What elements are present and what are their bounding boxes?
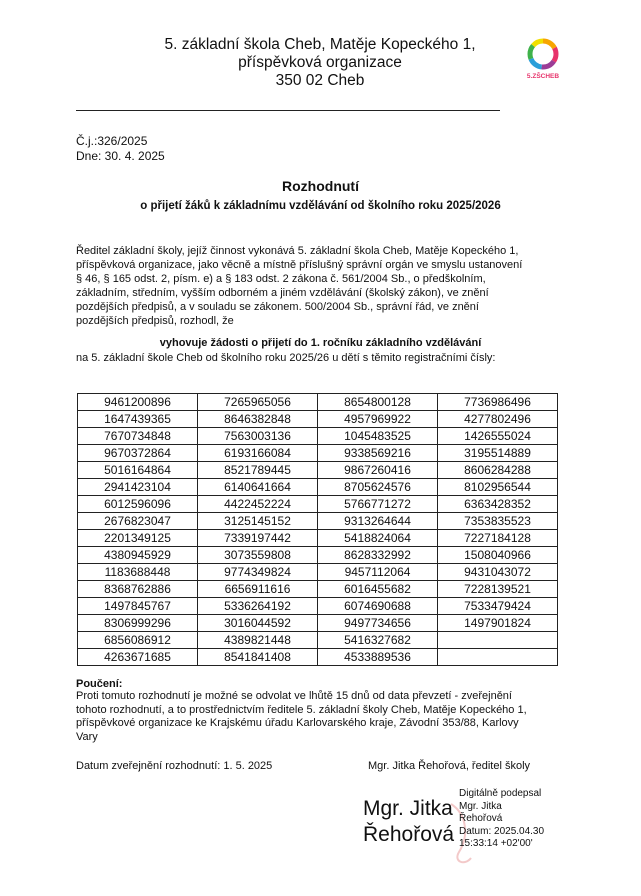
- intro-line: § 46, § 165 odst. 2, písm. e) a § 183 odst. 2 zákona č. 561/2004 Sb., o předškolním,: [76, 273, 486, 285]
- registration-number-cell: 5416327682: [318, 632, 438, 649]
- registration-number-cell: 8705624576: [318, 479, 438, 496]
- registration-number-cell: 3195514889: [438, 445, 558, 462]
- registration-number-cell: 1497845767: [78, 598, 198, 615]
- reference-number: Č.j.:326/2025: [76, 134, 148, 148]
- table-row: [78, 649, 558, 666]
- registration-number-cell: 7563003136: [198, 428, 318, 445]
- registration-number-cell: 3016044592: [198, 615, 318, 632]
- registration-number-cell: 4422452224: [198, 496, 318, 513]
- registration-number-cell: 8368762886: [78, 581, 198, 598]
- registration-number-cell: 3125145152: [198, 513, 318, 530]
- intro-line: pozdějších předpisů, rozhodl, že: [76, 315, 234, 327]
- table-row: [78, 445, 558, 462]
- table-row: [78, 462, 558, 479]
- registration-number-cell: 1183688448: [78, 564, 198, 581]
- registration-number-cell: 6016455682: [318, 581, 438, 598]
- registration-number-cell: 7227184128: [438, 530, 558, 547]
- registration-number-cell: 9313264644: [318, 513, 438, 530]
- table-row: [78, 479, 558, 496]
- signature-detail-line: Datum: 2025.04.30: [459, 825, 545, 837]
- registration-number-cell: 9867260416: [318, 462, 438, 479]
- registration-number-cell: 1045483525: [318, 428, 438, 445]
- table-row: [78, 513, 558, 530]
- table-row: [78, 428, 558, 445]
- table-row: [78, 411, 558, 428]
- registration-number-cell: 7353835523: [438, 513, 558, 530]
- registration-number-cell: 7670734848: [78, 428, 198, 445]
- registration-number-cell: 7736986496: [438, 394, 558, 411]
- notice-line: příspěvkové organizace ke Krajskému úřadu Karlovarského kraje, Závodní 353/88, Karlovy: [76, 717, 519, 729]
- publication-date: Datum zveřejnění rozhodnutí: 1. 5. 2025: [76, 760, 273, 772]
- signature-detail-line: Řehořová: [459, 813, 503, 824]
- registration-number-cell: 7533479424: [438, 598, 558, 615]
- document-title: Rozhodnutí: [282, 178, 359, 194]
- notice-line: Vary: [76, 730, 98, 743]
- logo-text: 5.ZŠCHEB: [526, 73, 560, 80]
- registration-number-cell: 8521789445: [198, 462, 318, 479]
- school-type-line: příspěvková organizace: [238, 54, 402, 71]
- logo-ring-icon: [521, 36, 565, 74]
- registration-number-cell: 6140641664: [198, 479, 318, 496]
- registration-number-cell: 9670372864: [78, 445, 198, 462]
- registration-number-cell: 1497901824: [438, 615, 558, 632]
- table-row: [78, 581, 558, 598]
- school-name-line: 5. základní škola Cheb, Matěje Kopeckého 1,: [164, 36, 476, 53]
- registration-number-cell: 2201349125: [78, 530, 198, 547]
- table-row: [78, 598, 558, 615]
- registration-number-cell: 9461200896: [78, 394, 198, 411]
- digital-signature-details: [459, 788, 544, 851]
- school-header: [120, 36, 520, 90]
- school-address-line: 350 02 Cheb: [275, 72, 365, 89]
- registration-number-cell: 7265965056: [198, 394, 318, 411]
- registration-number-cell: 4263671685: [78, 649, 198, 666]
- table-row: [78, 394, 558, 411]
- registration-number-cell: 9774349824: [198, 564, 318, 581]
- registration-number-cell: 9497734656: [318, 615, 438, 632]
- signer-name: Mgr. Jitka Řehořová, ředitel školy: [368, 760, 531, 772]
- intro-line: pozdějších předpisů, a v souladu se zákonem. 500/2004 Sb., správní řád, ve znění: [76, 301, 479, 313]
- registration-number-cell: 6363428352: [438, 496, 558, 513]
- signature-name-line: Řehořová: [363, 823, 455, 846]
- registration-number-cell: 6193166084: [198, 445, 318, 462]
- decision-statement: vyhovuje žádosti o přijetí do 1. ročníku základního vzdělávání: [159, 337, 482, 349]
- registration-number-cell: 8306999296: [78, 615, 198, 632]
- intro-line: základním, středním, vyšším odborném a jiném vzdělávání (školský zákon), ve znění: [76, 287, 489, 299]
- reference-date: Dne: 30. 4. 2025: [76, 149, 165, 163]
- registration-number-cell: 4380945929: [78, 547, 198, 564]
- table-row: [78, 547, 558, 564]
- registration-number-cell: 5016164864: [78, 462, 198, 479]
- registration-number-cell: 7228139521: [438, 581, 558, 598]
- registration-number-cell: 8102956544: [438, 479, 558, 496]
- registration-number-cell: 8646382848: [198, 411, 318, 428]
- registration-number-cell: 6856086912: [78, 632, 198, 649]
- notice-heading: Poučení:: [76, 678, 123, 690]
- notice-line: tohoto rozhodnutí, a to prostřednictvím ředitele 5. základní školy Cheb, Matěje Kopeckého 1,: [76, 703, 527, 716]
- registration-number-cell: 1508040966: [438, 547, 558, 564]
- registration-number-cell: 9338569216: [318, 445, 438, 462]
- decision-detail: na 5. základní škole Cheb od školního roku 2025/26 u dětí s těmito registračními čísly:: [76, 352, 496, 364]
- table-row: [78, 615, 558, 632]
- notice-text: [76, 690, 566, 744]
- registration-number-cell: 1647439365: [78, 411, 198, 428]
- intro-paragraph: [76, 244, 566, 328]
- registration-number-cell: 8628332992: [318, 547, 438, 564]
- registration-numbers-table: [77, 393, 558, 666]
- registration-number-cell: 6074690688: [318, 598, 438, 615]
- registration-number-cell: 1426555024: [438, 428, 558, 445]
- registration-number-cell: 4277802496: [438, 411, 558, 428]
- registration-number-cell: 6656911616: [198, 581, 318, 598]
- registration-number-cell: 6012596096: [78, 496, 198, 513]
- digital-signature-name: [363, 796, 454, 848]
- registration-number-cell: 4389821448: [198, 632, 318, 649]
- registration-number-cell: 8541841408: [198, 649, 318, 666]
- registration-number-cell: 7339197442: [198, 530, 318, 547]
- registration-number-cell: 5418824064: [318, 530, 438, 547]
- registration-number-cell: 4957969922: [318, 411, 438, 428]
- registration-number-cell: 4533889536: [318, 649, 438, 666]
- registration-number-cell: [438, 632, 558, 649]
- signature-detail-line: Digitálně podepsal: [459, 788, 542, 799]
- table-row: [78, 564, 558, 581]
- registration-number-cell: 2941423104: [78, 479, 198, 496]
- registration-number-cell: 3073559808: [198, 547, 318, 564]
- reference-block: [76, 134, 165, 164]
- registration-number-cell: 8606284288: [438, 462, 558, 479]
- intro-line: příspěvková organizace, jako věcně a místně příslušný správní orgán ve smyslu ustanovení: [76, 259, 523, 271]
- table-row: [78, 496, 558, 513]
- registration-number-cell: 5336264192: [198, 598, 318, 615]
- registration-number-cell: [438, 649, 558, 666]
- intro-line: Ředitel základní školy, jejíž činnost vykonává 5. základní škola Cheb, Matěje Kopeckého 1,: [76, 245, 519, 257]
- school-logo: [521, 36, 565, 86]
- registration-number-cell: 8654800128: [318, 394, 438, 411]
- registration-number-cell: 9431043072: [438, 564, 558, 581]
- signature-name-line: Mgr. Jitka: [363, 797, 453, 820]
- notice-line: Proti tomuto rozhodnutí je možné se odvolat ve lhůtě 15 dnů od data převzetí - zveřejnění: [76, 690, 512, 702]
- registration-number-cell: 5766771272: [318, 496, 438, 513]
- table-row: [78, 530, 558, 547]
- header-divider: [76, 110, 500, 111]
- signature-detail-line: Mgr. Jitka: [459, 800, 502, 812]
- registration-number-cell: 9457112064: [318, 564, 438, 581]
- registration-number-cell: 2676823047: [78, 513, 198, 530]
- table-row: [78, 632, 558, 649]
- signature-detail-line: 15:33:14 +02'00': [459, 838, 533, 849]
- document-subtitle: o přijetí žáků k základnímu vzdělávání od školního roku 2025/2026: [140, 200, 501, 212]
